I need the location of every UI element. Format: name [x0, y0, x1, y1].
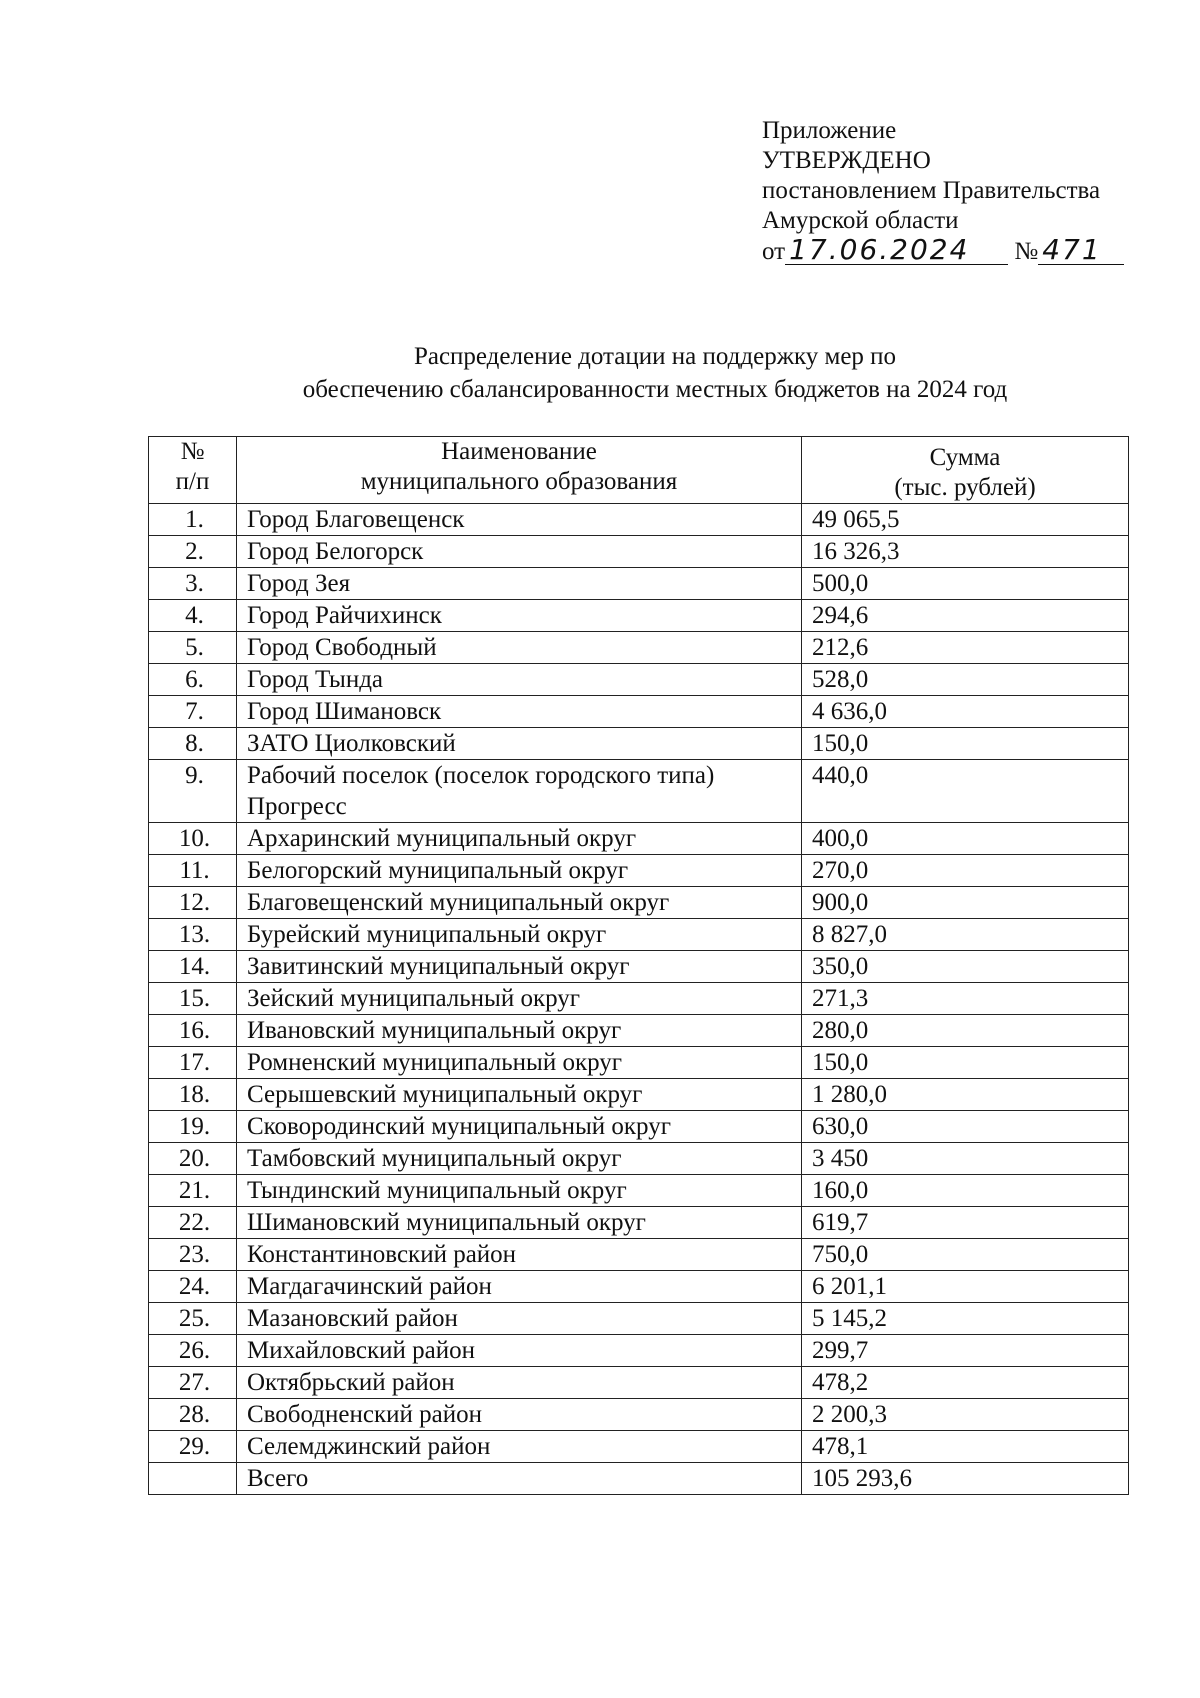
row-sum: 2 200,3: [802, 1399, 1129, 1431]
table-row: [149, 983, 1129, 1015]
table-row: [149, 1111, 1129, 1143]
row-sum: 478,1: [802, 1431, 1129, 1463]
row-sum: 440,0: [802, 760, 1129, 823]
table-row: [149, 1431, 1129, 1463]
row-number: 10.: [149, 823, 237, 855]
row-sum: 478,2: [802, 1367, 1129, 1399]
row-name: Белогорский муниципальный округ: [237, 855, 802, 887]
row-name: Город Шимановск: [237, 696, 802, 728]
row-name: Ромненский муниципальный округ: [237, 1047, 802, 1079]
table-row: [149, 1303, 1129, 1335]
row-sum: 750,0: [802, 1239, 1129, 1271]
row-sum: 619,7: [802, 1207, 1129, 1239]
row-number: 27.: [149, 1367, 237, 1399]
row-sum: 400,0: [802, 823, 1129, 855]
resolution-label: постановлением Правительства: [762, 177, 1101, 204]
row-name: Шимановский муниципальный округ: [237, 1207, 802, 1239]
row-number: 17.: [149, 1047, 237, 1079]
total-row: [149, 1463, 1129, 1495]
row-number: 28.: [149, 1399, 237, 1431]
header-number: [149, 437, 237, 504]
table-row: [149, 600, 1129, 632]
row-name: Селемджинский район: [237, 1431, 802, 1463]
date-prefix: от: [762, 238, 786, 265]
total-number: [149, 1463, 237, 1495]
row-number: 6.: [149, 664, 237, 696]
row-sum: 150,0: [802, 728, 1129, 760]
table-row: [149, 504, 1129, 536]
table-row: [149, 1015, 1129, 1047]
row-name: Город Зея: [237, 568, 802, 600]
row-name: Октябрьский район: [237, 1367, 802, 1399]
table-row: [149, 664, 1129, 696]
table-row: [149, 1399, 1129, 1431]
row-sum: 280,0: [802, 1015, 1129, 1047]
title-line-2: обеспечению сбалансированности местных бюджетов на 2024 год: [302, 376, 1008, 403]
row-name: Сковородинский муниципальный округ: [237, 1111, 802, 1143]
row-number: 19.: [149, 1111, 237, 1143]
header-name-line-1: Наименование: [441, 438, 597, 465]
row-number: 24.: [149, 1271, 237, 1303]
header-number-line-2: п/п: [175, 468, 210, 495]
row-sum: 8 827,0: [802, 919, 1129, 951]
row-number: 8.: [149, 728, 237, 760]
document-title: [150, 340, 1160, 406]
header-name-line-2: муниципального образования: [360, 468, 678, 495]
approved-label: УТВЕРЖДЕНО: [762, 147, 931, 174]
row-sum: 1 280,0: [802, 1079, 1129, 1111]
row-name: Благовещенский муниципальный округ: [237, 887, 802, 919]
distribution-table: [148, 436, 1129, 1495]
row-number: 2.: [149, 536, 237, 568]
total-label: Всего: [237, 1463, 802, 1495]
row-sum: 299,7: [802, 1335, 1129, 1367]
row-name: Мазановский район: [237, 1303, 802, 1335]
row-name: Город Свободный: [237, 632, 802, 664]
table-row: [149, 1271, 1129, 1303]
row-number: 5.: [149, 632, 237, 664]
row-name: Рабочий поселок (поселок городского типа) Прогресс: [237, 760, 802, 823]
row-sum: 212,6: [802, 632, 1129, 664]
row-number: 16.: [149, 1015, 237, 1047]
table-row: [149, 1175, 1129, 1207]
row-number: 15.: [149, 983, 237, 1015]
table-row: [149, 568, 1129, 600]
row-sum: 500,0: [802, 568, 1129, 600]
row-name: Бурейский муниципальный округ: [237, 919, 802, 951]
row-sum: 6 201,1: [802, 1271, 1129, 1303]
table-row: [149, 951, 1129, 983]
row-sum: 16 326,3: [802, 536, 1129, 568]
table-row: [149, 855, 1129, 887]
handwritten-number: 471: [1038, 236, 1124, 265]
row-sum: 4 636,0: [802, 696, 1129, 728]
row-sum: 270,0: [802, 855, 1129, 887]
row-sum: 160,0: [802, 1175, 1129, 1207]
header-number-line-1: №: [180, 438, 205, 465]
row-number: 22.: [149, 1207, 237, 1239]
table-row: [149, 696, 1129, 728]
table-header-row: [149, 437, 1129, 504]
row-sum: 900,0: [802, 887, 1129, 919]
row-number: 1.: [149, 504, 237, 536]
row-name: Тамбовский муниципальный округ: [237, 1143, 802, 1175]
row-number: 3.: [149, 568, 237, 600]
handwritten-date: 17.06.2024: [785, 236, 1008, 265]
row-number: 4.: [149, 600, 237, 632]
row-number: 29.: [149, 1431, 237, 1463]
row-number: 12.: [149, 887, 237, 919]
row-name: Город Райчихинск: [237, 600, 802, 632]
header-sum-line-1: Сумма: [929, 444, 1001, 471]
table-row: [149, 1079, 1129, 1111]
row-name: Серышевский муниципальный округ: [237, 1079, 802, 1111]
row-name: Ивановский муниципальный округ: [237, 1015, 802, 1047]
row-number: 25.: [149, 1303, 237, 1335]
row-sum: 630,0: [802, 1111, 1129, 1143]
row-sum: 528,0: [802, 664, 1129, 696]
date-number-line: [762, 233, 1182, 267]
row-sum: 294,6: [802, 600, 1129, 632]
total-sum: 105 293,6: [802, 1463, 1129, 1495]
table-row: [149, 728, 1129, 760]
table-row: [149, 823, 1129, 855]
row-name: Завитинский муниципальный округ: [237, 951, 802, 983]
table-row: [149, 1143, 1129, 1175]
row-number: 21.: [149, 1175, 237, 1207]
row-number: 7.: [149, 696, 237, 728]
row-number: 18.: [149, 1079, 237, 1111]
title-line-1: Распределение дотации на поддержку мер по: [413, 343, 897, 370]
row-name: Город Благовещенск: [237, 504, 802, 536]
row-sum: 5 145,2: [802, 1303, 1129, 1335]
row-sum: 150,0: [802, 1047, 1129, 1079]
row-name: Тындинский муниципальный округ: [237, 1175, 802, 1207]
row-name: Магдагачинский район: [237, 1271, 802, 1303]
table-row: [149, 536, 1129, 568]
table-row: [149, 919, 1129, 951]
row-number: 26.: [149, 1335, 237, 1367]
row-number: 9.: [149, 760, 237, 823]
region-label: Амурской области: [762, 207, 959, 234]
table-row: [149, 632, 1129, 664]
row-number: 20.: [149, 1143, 237, 1175]
row-name: Город Тында: [237, 664, 802, 696]
table-row: [149, 887, 1129, 919]
header-sum-line-2: (тыс. рублей): [894, 474, 1036, 501]
table-row: [149, 1367, 1129, 1399]
table-row: [149, 1207, 1129, 1239]
row-name: Михайловский район: [237, 1335, 802, 1367]
header-name: [237, 437, 802, 504]
row-name: Город Белогорск: [237, 536, 802, 568]
number-prefix: №: [1014, 238, 1039, 265]
row-name: ЗАТО Циолковский: [237, 728, 802, 760]
row-name: Константиновский район: [237, 1239, 802, 1271]
approval-block: [762, 116, 1182, 267]
row-name: Свободненский район: [237, 1399, 802, 1431]
row-number: 14.: [149, 951, 237, 983]
header-sum: [802, 437, 1129, 504]
row-name: Зейский муниципальный округ: [237, 983, 802, 1015]
table-body: [149, 504, 1129, 1495]
appendix-label: Приложение: [762, 117, 897, 144]
row-number: 11.: [149, 855, 237, 887]
table-row: [149, 1239, 1129, 1271]
table-row: [149, 760, 1129, 823]
row-number: 23.: [149, 1239, 237, 1271]
table-row: [149, 1047, 1129, 1079]
row-sum: 3 450: [802, 1143, 1129, 1175]
row-number: 13.: [149, 919, 237, 951]
table-row: [149, 1335, 1129, 1367]
row-sum: 350,0: [802, 951, 1129, 983]
row-sum: 49 065,5: [802, 504, 1129, 536]
row-sum: 271,3: [802, 983, 1129, 1015]
row-name: Архаринский муниципальный округ: [237, 823, 802, 855]
